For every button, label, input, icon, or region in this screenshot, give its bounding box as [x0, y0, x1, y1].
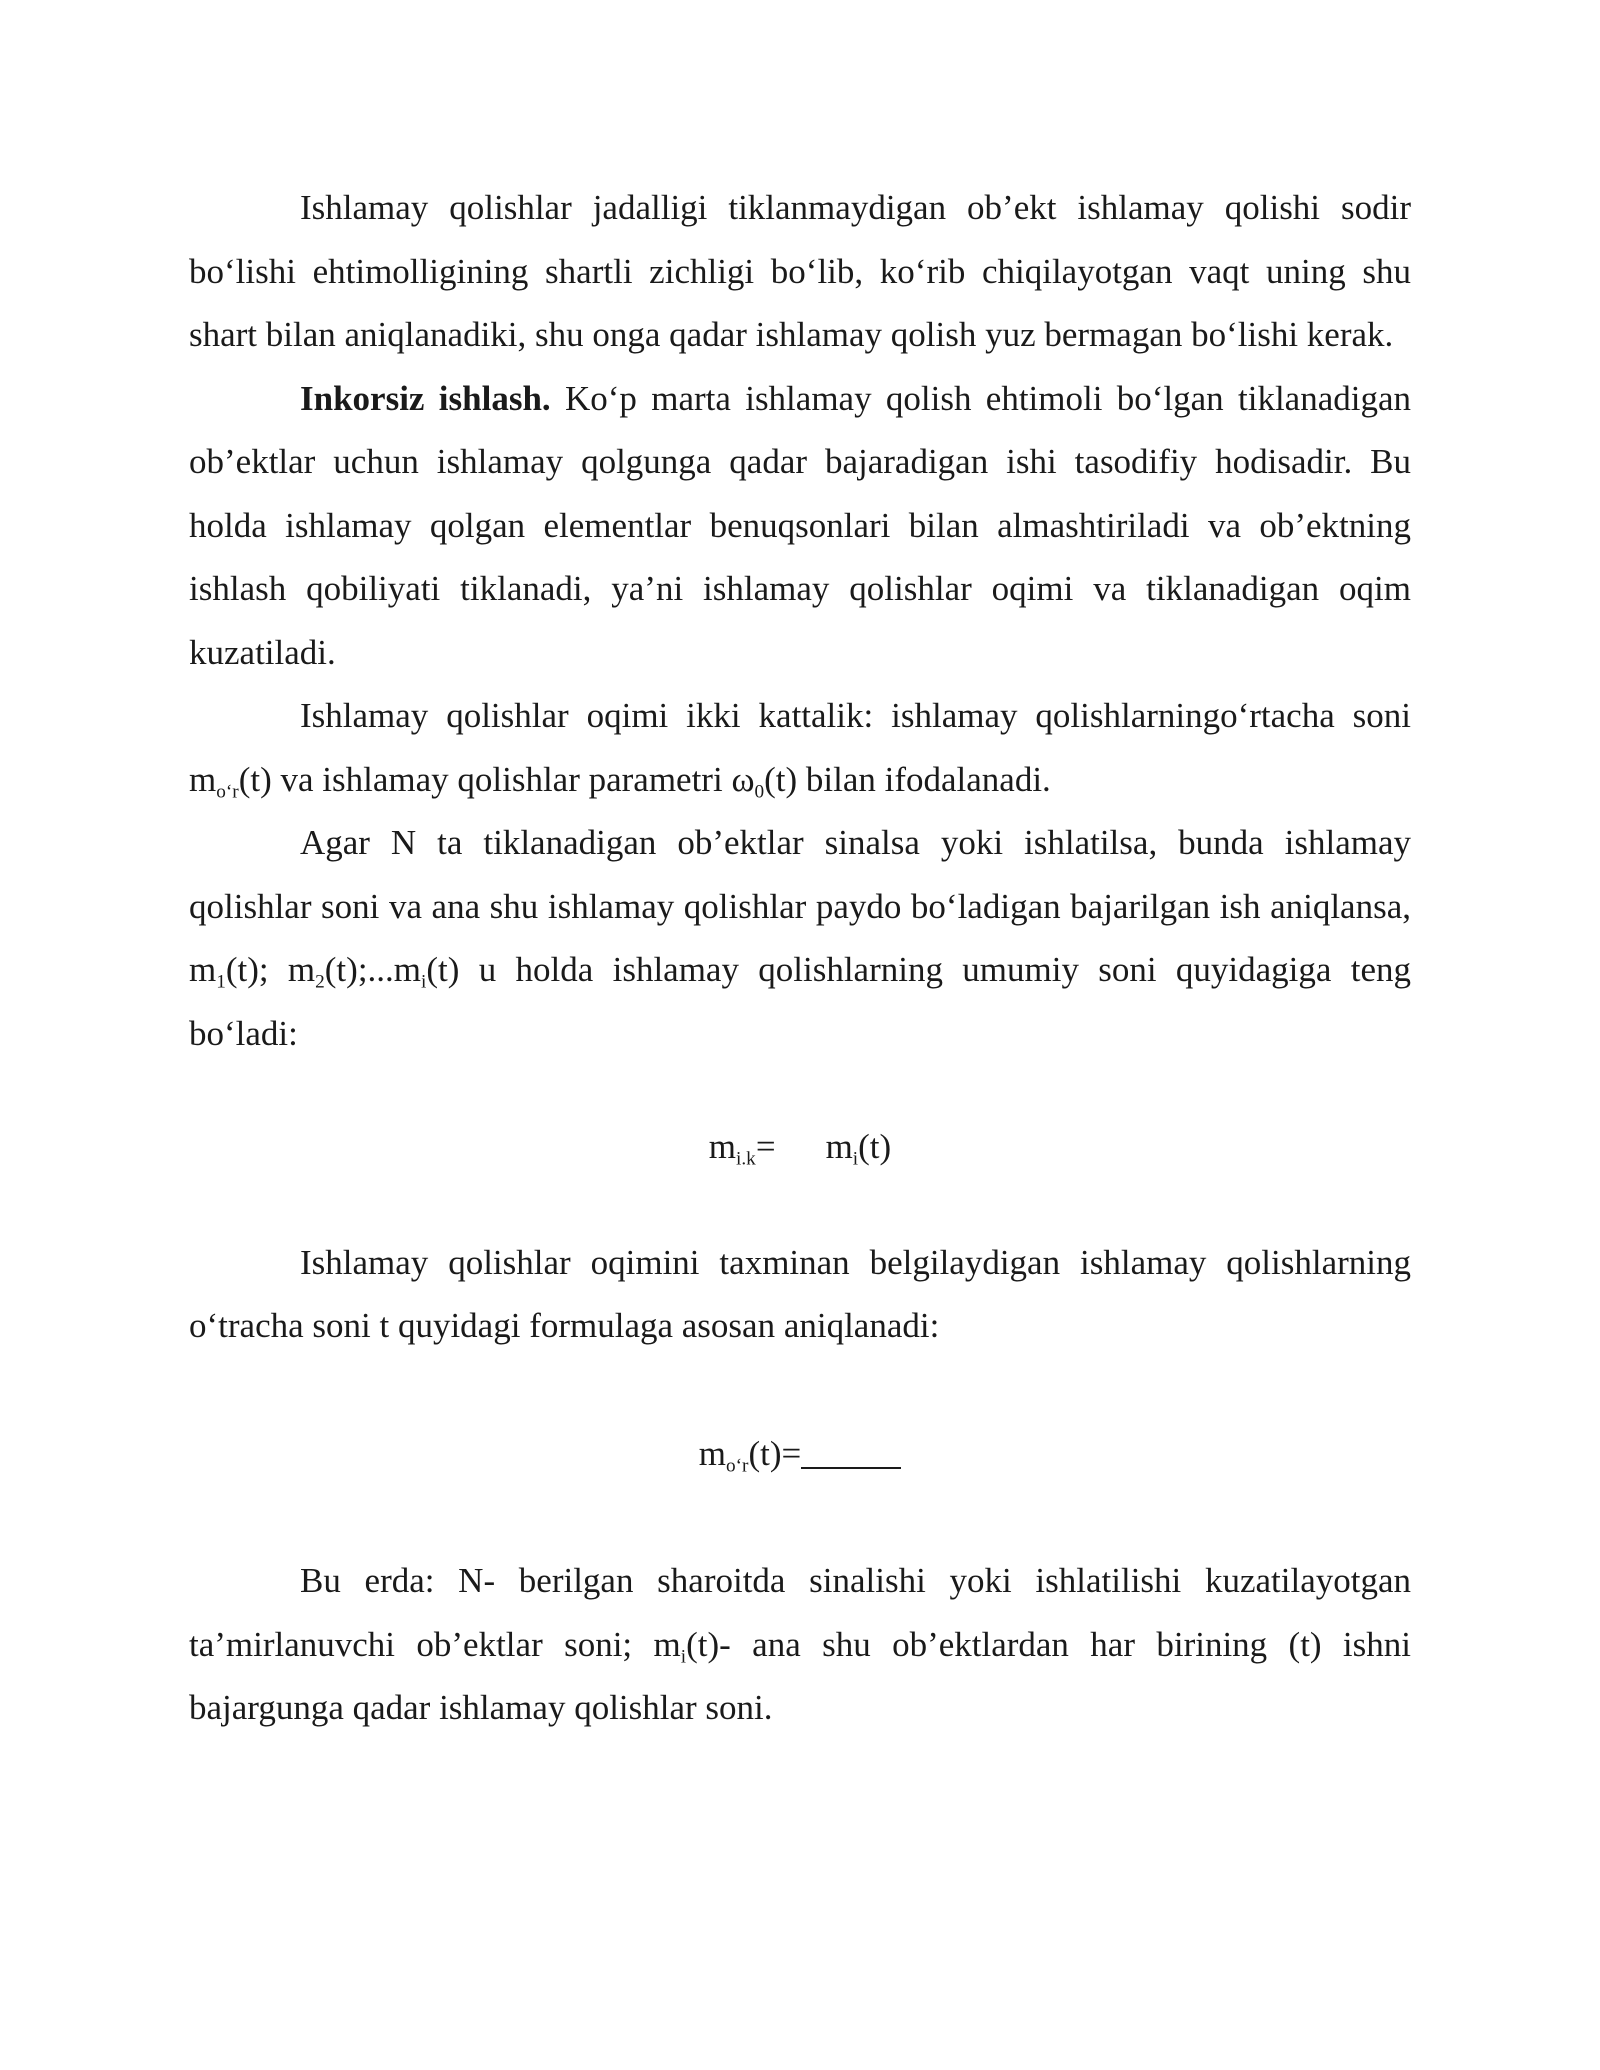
text-segment: Ishlamay qolishlar oqimi ikki kattalik: ishlamay qolishlarningo‘rtacha soni m	[189, 696, 1411, 799]
text-segment: (t) u holda ishlamay qolishlarning umumiy soni quyidagiga teng bo‘ladi:	[189, 950, 1412, 1053]
paragraph-reliability-text: Ko‘p marta ishlamay qolish ehtimoli bo‘lgan tiklanadigan ob’ektlar uchun ishlamay qolgunga qadar bajaradigan ishi tasodifiy hodisadir. Bu holda ishlamay qolgan elementlar benuqsonlari bilan almashtiriladi va ob’ektning ishlash qobiliyati tiklanadi, ya’ni ishlamay qolishlar oqimi va tiklanadigan oqim kuzatiladi.	[189, 378, 1411, 672]
text-segment: (t);...m	[324, 950, 422, 989]
document-page	[189, 176, 1411, 1740]
formula-subscript: i	[852, 1148, 859, 1170]
formula-symbol: m	[825, 1127, 853, 1166]
text-segment: Agar N ta tiklanadigan ob’ektlar sinalsa yoki ishlatilsa, bunda ishlamay qolishlar soni va ana shu ishlamay qolishlar paydo bo‘ladigan bajarilgan ish aniqlansa, m	[189, 823, 1411, 989]
formula-total-failures	[189, 1115, 1411, 1179]
text-segment: Bu erda: N- berilgan sharoitda sinalishi yoki ishlatilishi kuzatilayotgan ta’mirlanuvchi ob’ektlar soni; m	[189, 1561, 1411, 1664]
formula-argument: (t)	[858, 1127, 892, 1166]
formula-subscript: o‘r	[726, 1455, 749, 1477]
subscript: i	[421, 971, 427, 993]
paragraph-average-failures: Ishlamay qolishlar oqimini taxminan belgilaydigan ishlamay qolishlarning o‘tracha soni t quyidagi formulaga asosan aniqlanadi:	[189, 1242, 1411, 1345]
subscript: 2	[315, 971, 325, 993]
formula-average-failures	[189, 1422, 1411, 1486]
paragraph-failure-flow	[189, 684, 1411, 811]
section-heading-reliability: Inkorsiz ishlash.	[300, 378, 551, 418]
text-segment: (t) bilan ifodalanadi.	[764, 759, 1051, 799]
subscript: 1	[216, 971, 226, 993]
formula-lhs-rest: (t)=	[748, 1433, 802, 1473]
formula-symbol: m	[698, 1433, 726, 1473]
formula-fraction-line	[801, 1443, 901, 1469]
text-segment: (t) va ishlamay qolishlar parametri ω	[238, 759, 755, 799]
subscript: 0	[754, 781, 765, 803]
paragraph-definitions	[189, 1549, 1411, 1740]
text-segment: (t)- ana shu ob’ektlardan har birining (t) ishni bajargunga qadar ishlamay qolishlar soni.	[189, 1624, 1411, 1727]
paragraph-failure-intensity: Ishlamay qolishlar jadalligi tiklanmaydigan ob’ekt ishlamay qolishi sodir bo‘lishi ehtimolligining shartli zichligi bo‘lib, ko‘rib chiqilayotgan vaqt uning shu shart bilan aniqlanadiki, shu onga qadar ishlamay qolish yuz bermagan bo‘lishi kerak.	[189, 188, 1411, 354]
subscript: i	[680, 1646, 687, 1668]
text-segment: (t); m	[225, 950, 316, 989]
paragraph-total-failures	[189, 811, 1411, 1065]
formula-subscript: i.k	[736, 1148, 756, 1170]
formula-equals: =	[755, 1127, 776, 1166]
paragraph-reliability	[189, 367, 1411, 685]
subscript: o‘r	[216, 781, 239, 803]
formula-symbol: m	[708, 1127, 737, 1166]
